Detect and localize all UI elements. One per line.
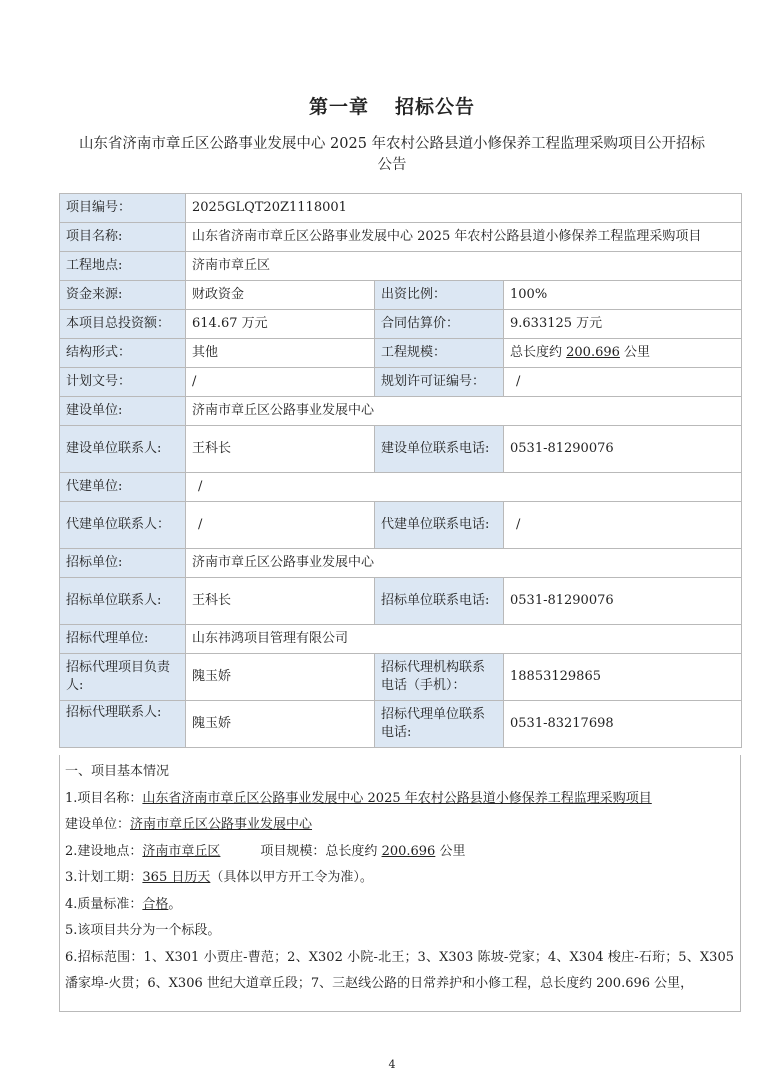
plan-doc-value: / [186,368,375,397]
tenderer-value: 济南市章丘区公路事业发展中心 [186,549,742,578]
tenderer-contact-value: 王科长 [186,578,375,625]
fund-value: 财政资金 [186,281,375,310]
basic-heading: 一、项目基本情况 [65,764,170,779]
project-no-label: 项目编号： [60,194,186,223]
announcement-title: 山东省济南市章丘区公路事业发展中心 2025 年农村公路县道小修保养工程监理采购项目公开招标公告 [78,136,706,173]
table-row [60,701,742,748]
tenderer-contact-label: 招标单位联系人: [60,578,186,625]
agency-label: 招标代理单位: [60,625,186,654]
table-row [60,368,742,397]
builder-phone-value: 0531-81290076 [504,426,742,473]
table-row [60,310,742,339]
permit-value: / [504,368,742,397]
table-row [60,194,742,223]
permit-label: 规划许可证编号： [375,368,504,397]
project-info-table [59,193,742,748]
scale-label: 工程规模： [375,339,504,368]
basic-builder: 建设单位：济南市章丘区公路事业发展中心 [65,817,313,832]
agent-builder-phone-value: / [504,502,742,549]
basic-scope: 6.招标范围：1、X301 小贾庄-曹范；2、X302 小院-北王；3、X303 陈坡-党家；4、X304 梭庄-石珩；5、X305 潘家埠-火贯；6、X306 世纪大道章丘段；7、三赵线公路的日常养护和小修工程，总长度约 200.696 公里， [65,949,734,991]
tenderer-label: 招标单位: [60,549,186,578]
table-row [60,502,742,549]
table-row [60,223,742,252]
table-row [60,578,742,625]
page-number: 4 [388,1058,396,1071]
table-row [60,625,742,654]
agency-pm-phone-label: 招标代理机构联系电话（手机）： [375,654,504,701]
agency-value: 山东祎鸿项目管理有限公司 [186,625,742,654]
builder-value: 济南市章丘区公路事业发展中心 [186,397,742,426]
chapter-title: 招标公告 [395,96,476,118]
table-row [60,549,742,578]
basic-project-name: 1.项目名称：山东省济南市章丘区公路事业发展中心 2025 年农村公路县道小修保养工程监理采购项目 [65,790,652,806]
agency-contact-value: 隗玉娇 [186,701,375,748]
structure-value: 其他 [186,339,375,368]
agent-builder-phone-label: 代建单位联系电话: [375,502,504,549]
basic-site-scale: 2.建设地点：济南市章丘区 项目规模：总长度约 200.696 公里 [65,843,466,859]
agent-builder-contact-label: 代建单位联系人： [60,502,186,549]
builder-phone-label: 建设单位联系电话: [375,426,504,473]
project-name-value: 山东省济南市章丘区公路事业发展中心 2025 年农村公路县道小修保养工程监理采购项目 [186,223,742,252]
builder-label: 建设单位: [60,397,186,426]
total-invest-value: 614.67 万元 [186,310,375,339]
structure-label: 结构形式： [60,339,186,368]
site-value: 济南市章丘区 [186,252,742,281]
builder-contact-value: 王科长 [186,426,375,473]
tenderer-phone-value: 0531-81290076 [504,578,742,625]
agent-builder-value: / [186,473,742,502]
total-invest-label: 本项目总投资额： [60,310,186,339]
chapter-heading [0,92,784,119]
project-name-label: 项目名称: [60,223,186,252]
contract-est-label: 合同估算价： [375,310,504,339]
agent-builder-label: 代建单位: [60,473,186,502]
contract-est-value: 9.633125 万元 [504,310,742,339]
agency-contact-label: 招标代理联系人: [60,701,186,748]
ratio-label: 出资比例： [375,281,504,310]
agency-pm-value: 隗玉娇 [186,654,375,701]
table-row [60,339,742,368]
builder-contact-label: 建设单位联系人: [60,426,186,473]
basic-quality: 4.质量标准：合格。 [65,896,182,912]
fund-label: 资金来源: [60,281,186,310]
agency-contact-phone-label: 招标代理单位联系电话: [375,701,504,748]
agency-contact-phone-value: 0531-83217698 [504,701,742,748]
table-row [60,426,742,473]
table-row [60,397,742,426]
project-no-value: 2025GLQT20Z1118001 [186,194,742,223]
table-row [60,473,742,502]
table-row [60,281,742,310]
table-row [60,252,742,281]
agency-pm-phone-value: 18853129865 [504,654,742,701]
plan-doc-label: 计划文号： [60,368,186,397]
ratio-value: 100% [504,281,742,310]
scale-value: 总长度约 200.696 公里 [504,339,742,368]
basic-info-section [59,755,741,1012]
table-row [60,654,742,701]
chapter-number: 第一章 [308,96,369,118]
agency-pm-label: 招标代理项目负责人: [60,654,186,701]
tenderer-phone-label: 招标单位联系电话: [375,578,504,625]
site-label: 工程地点: [60,252,186,281]
basic-period: 3.计划工期：365 日历天（具体以甲方开工令为准）。 [65,870,373,885]
agent-builder-contact-value: / [186,502,375,549]
basic-sections: 5.该项目共分为一个标段。 [65,923,221,938]
